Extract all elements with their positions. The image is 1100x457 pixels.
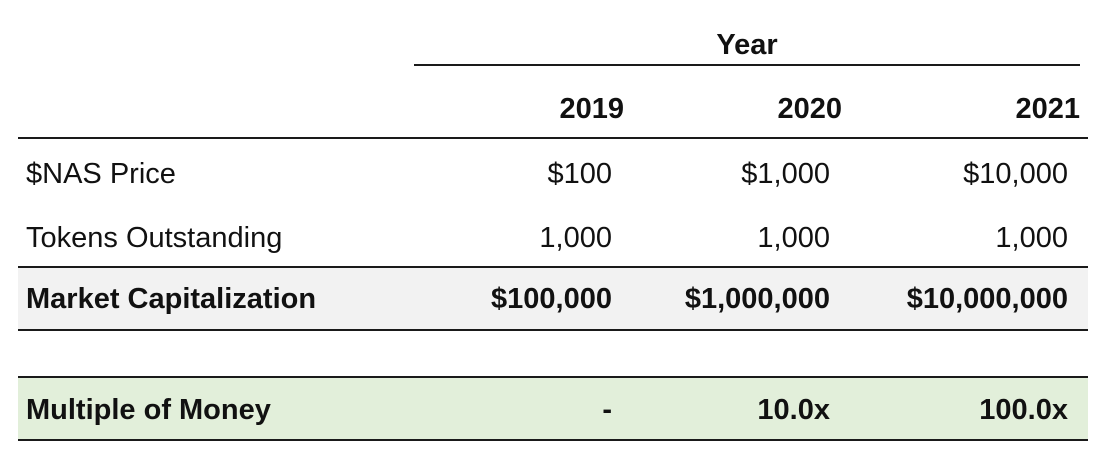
cell-market-cap-2020: $1,000,000 <box>684 283 830 315</box>
cell-tokens-2021: 1,000 <box>995 222 1068 254</box>
cell-nas-price-2021: $10,000 <box>963 158 1068 190</box>
cell-multiple-2019: - <box>602 394 612 426</box>
row-label-tokens-outstanding: Tokens Outstanding <box>26 222 283 254</box>
cell-tokens-2020: 1,000 <box>757 222 830 254</box>
row-label-nas-price: $NAS Price <box>26 158 176 190</box>
cell-nas-price-2020: $1,000 <box>741 158 830 190</box>
market-cap-bottom-rule <box>18 329 1088 331</box>
cell-market-cap-2019: $100,000 <box>491 283 612 315</box>
column-header-2020: 2020 <box>777 93 842 125</box>
column-header-2019: 2019 <box>559 93 624 125</box>
market-cap-top-rule <box>18 266 1088 268</box>
multiple-top-rule <box>18 376 1088 378</box>
column-header-2021: 2021 <box>1015 93 1080 125</box>
year-underline <box>414 64 1080 66</box>
cell-multiple-2021: 100.0x <box>979 394 1068 426</box>
cell-market-cap-2021: $10,000,000 <box>906 283 1068 315</box>
cell-multiple-2020: 10.0x <box>757 394 830 426</box>
row-label-market-cap: Market Capitalization <box>26 283 317 315</box>
cell-nas-price-2019: $100 <box>547 158 612 190</box>
multiple-bottom-rule <box>18 439 1088 441</box>
row-label-multiple-of-money: Multiple of Money <box>26 394 271 426</box>
year-group-header: Year <box>716 29 778 61</box>
header-bottom-rule <box>18 137 1088 139</box>
cell-tokens-2019: 1,000 <box>539 222 612 254</box>
